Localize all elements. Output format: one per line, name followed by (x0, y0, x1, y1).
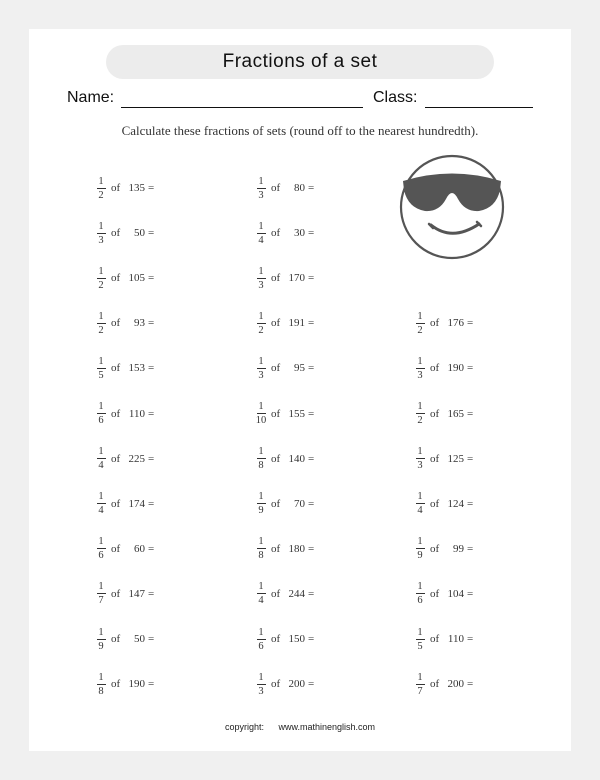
of-word: of (271, 542, 281, 555)
fraction-numerator: 1 (98, 446, 104, 458)
problem-item (414, 444, 473, 474)
problem-item (95, 399, 154, 429)
equals-sign: = (467, 452, 474, 465)
worksheet-title: Fractions of a set (106, 45, 494, 79)
fraction-numerator: 1 (98, 220, 104, 232)
problem-item (95, 263, 154, 293)
problem-item (255, 444, 314, 474)
fraction-numerator: 1 (417, 536, 423, 548)
of-word: of (271, 227, 281, 240)
problem-item (414, 489, 473, 519)
set-value: 104 (447, 587, 464, 600)
set-value: 190 (128, 678, 145, 691)
fraction (255, 627, 267, 652)
of-word: of (430, 497, 440, 510)
of-word: of (271, 497, 281, 510)
set-value: 180 (288, 542, 305, 555)
problem-item (255, 534, 314, 564)
equals-sign: = (148, 362, 155, 375)
fraction-denominator: 3 (258, 189, 264, 201)
fraction (95, 176, 107, 201)
fraction-numerator: 1 (98, 355, 104, 367)
set-value: 150 (288, 633, 305, 645)
problem-item (255, 624, 314, 654)
smiley-sunglasses-icon (399, 154, 505, 260)
set-value: 95 (294, 362, 305, 375)
equals-sign: = (308, 407, 315, 420)
equals-sign: = (148, 633, 155, 645)
fraction-numerator: 1 (258, 310, 264, 322)
fraction-bar (97, 233, 106, 234)
of-word: of (111, 678, 121, 691)
fraction (255, 446, 267, 471)
fraction (255, 266, 267, 291)
worksheet-page (29, 29, 571, 751)
fraction (95, 491, 107, 516)
fraction-numerator: 1 (417, 446, 423, 458)
problem-item (255, 218, 314, 248)
fraction-bar (97, 639, 106, 640)
fraction-bar (257, 323, 266, 324)
set-value: 191 (288, 317, 305, 330)
equals-sign: = (148, 497, 155, 510)
fraction-denominator: 8 (258, 460, 264, 472)
fraction-denominator: 4 (98, 460, 104, 472)
fraction-bar (257, 593, 266, 594)
fraction (95, 356, 107, 381)
fraction-denominator: 6 (417, 595, 423, 607)
of-word: of (111, 497, 121, 510)
fraction-numerator: 1 (258, 446, 264, 458)
fraction-denominator: 6 (258, 640, 264, 652)
fraction (414, 446, 426, 471)
fraction-bar (97, 278, 106, 279)
fraction-bar (416, 368, 425, 369)
of-word: of (430, 317, 440, 330)
fraction-bar (97, 188, 106, 189)
copyright-label: copyright: (224, 722, 264, 732)
set-value: 99 (453, 542, 464, 555)
fraction-bar (97, 413, 106, 414)
problem-item (414, 579, 473, 609)
fraction-numerator: 1 (417, 491, 423, 503)
problem-item (95, 534, 154, 564)
fraction-bar (416, 639, 425, 640)
fraction-denominator: 2 (98, 324, 104, 336)
set-value: 30 (294, 227, 305, 240)
fraction (95, 266, 107, 291)
instructions: Calculate these fractions of sets (round off to the nearest hundredth). (121, 123, 479, 138)
set-value: 155 (288, 407, 305, 420)
equals-sign: = (148, 678, 155, 691)
equals-sign: = (148, 407, 155, 420)
fraction-denominator: 2 (258, 324, 264, 336)
fraction-numerator: 1 (98, 310, 104, 322)
of-word: of (430, 452, 440, 465)
fraction-numerator: 1 (98, 401, 104, 412)
fraction-bar (416, 503, 425, 504)
fraction-denominator: 4 (417, 505, 423, 517)
fraction-bar (97, 503, 106, 504)
fraction (255, 672, 267, 697)
equals-sign: = (467, 362, 474, 375)
problem-item (414, 399, 473, 429)
equals-sign: = (308, 182, 315, 194)
of-word: of (111, 362, 121, 375)
fraction (95, 446, 107, 471)
problem-item (255, 353, 314, 383)
of-word: of (271, 587, 281, 600)
of-word: of (271, 362, 281, 375)
fraction-denominator: 3 (258, 279, 264, 291)
fraction-numerator: 1 (258, 175, 264, 187)
problem-item (95, 218, 154, 248)
equals-sign: = (308, 227, 315, 240)
fraction-denominator: 5 (98, 369, 104, 381)
problem-item (414, 624, 473, 654)
of-word: of (111, 317, 121, 330)
fraction-denominator: 7 (417, 685, 423, 697)
fraction (414, 581, 426, 606)
fraction-numerator: 1 (417, 310, 423, 322)
equals-sign: = (148, 272, 155, 285)
equals-sign: = (308, 542, 315, 555)
set-value: 70 (294, 497, 305, 510)
fraction (95, 672, 107, 697)
fraction-denominator: 4 (258, 234, 264, 246)
fraction (255, 491, 267, 516)
of-word: of (430, 587, 440, 600)
equals-sign: = (308, 362, 315, 375)
fraction (255, 311, 267, 336)
equals-sign: = (308, 633, 315, 645)
of-word: of (430, 407, 440, 420)
fraction-numerator: 1 (258, 265, 264, 277)
problem-item (95, 173, 154, 203)
set-value: 124 (447, 497, 464, 510)
fraction-denominator: 3 (417, 460, 423, 472)
fraction-numerator: 1 (258, 671, 264, 683)
of-word: of (430, 633, 440, 645)
fraction-denominator: 3 (417, 369, 423, 381)
fraction (95, 536, 107, 561)
fraction-numerator: 1 (258, 581, 264, 593)
fraction-numerator: 1 (98, 265, 104, 277)
fraction-numerator: 1 (417, 581, 423, 593)
fraction-bar (257, 684, 266, 685)
name-blank-line (121, 107, 363, 108)
fraction-numerator: 1 (417, 671, 423, 683)
problem-item (255, 308, 314, 338)
fraction-bar (97, 368, 106, 369)
fraction-denominator: 5 (417, 640, 423, 652)
fraction-denominator: 9 (98, 640, 104, 652)
fraction-numerator: 1 (98, 536, 104, 548)
fraction-denominator: 2 (98, 279, 104, 291)
fraction-numerator: 1 (98, 671, 104, 683)
set-value: 200 (288, 678, 305, 691)
fraction-denominator: 7 (98, 595, 104, 607)
problem-item (414, 534, 473, 564)
problem-item (95, 353, 154, 383)
of-word: of (111, 227, 121, 240)
fraction-denominator: 8 (98, 685, 104, 697)
fraction-bar (257, 458, 266, 459)
set-value: 174 (128, 497, 145, 510)
equals-sign: = (308, 452, 315, 465)
problem-item (414, 308, 473, 338)
fraction-bar (257, 368, 266, 369)
set-value: 176 (447, 317, 464, 330)
set-value: 125 (447, 452, 464, 465)
set-value: 105 (128, 272, 145, 285)
fraction-numerator: 1 (258, 220, 264, 232)
set-value: 147 (128, 587, 145, 600)
fraction (255, 176, 267, 201)
equals-sign: = (467, 317, 474, 330)
fraction-denominator: 4 (258, 595, 264, 607)
of-word: of (430, 362, 440, 375)
set-value: 135 (128, 182, 145, 194)
set-value: 200 (447, 678, 464, 691)
of-word: of (111, 542, 121, 555)
fraction-bar (257, 188, 266, 189)
equals-sign: = (467, 542, 474, 555)
fraction-denominator: 8 (258, 550, 264, 562)
equals-sign: = (308, 272, 315, 285)
problem-item (95, 669, 154, 699)
equals-sign: = (148, 452, 155, 465)
fraction-numerator: 1 (258, 401, 264, 412)
fraction-denominator: 3 (258, 369, 264, 381)
of-word: of (271, 317, 281, 330)
fraction-numerator: 1 (98, 491, 104, 503)
fraction-bar (257, 639, 266, 640)
fraction-denominator: 2 (417, 324, 423, 336)
fraction-numerator: 1 (258, 536, 264, 548)
set-value: 140 (288, 452, 305, 465)
fraction (95, 581, 107, 606)
of-word: of (111, 633, 121, 645)
fraction (414, 491, 426, 516)
class-label: Class: (373, 89, 418, 106)
set-value: 165 (447, 407, 464, 420)
equals-sign: = (148, 587, 155, 600)
fraction-numerator: 1 (417, 626, 423, 638)
fraction-numerator: 1 (258, 626, 264, 638)
fraction (95, 401, 107, 426)
problem-item (414, 353, 473, 383)
set-value: 50 (134, 633, 145, 645)
fraction-bar (416, 413, 425, 414)
equals-sign: = (467, 407, 474, 420)
fraction-denominator: 9 (258, 505, 264, 517)
footer (29, 722, 571, 732)
fraction (95, 221, 107, 246)
fraction-denominator: 6 (98, 550, 104, 562)
fraction-bar (257, 278, 266, 279)
equals-sign: = (467, 497, 474, 510)
equals-sign: = (308, 587, 315, 600)
set-value: 60 (134, 542, 145, 555)
of-word: of (271, 452, 281, 465)
fraction-denominator: 2 (98, 189, 104, 201)
name-label: Name: (67, 89, 115, 106)
fraction (414, 536, 426, 561)
equals-sign: = (467, 678, 474, 691)
fraction-bar (97, 593, 106, 594)
fraction-bar (97, 548, 106, 549)
set-value: 80 (294, 182, 305, 194)
equals-sign: = (148, 542, 155, 555)
set-value: 50 (134, 227, 145, 240)
fraction (255, 356, 267, 381)
fraction-denominator: 2 (417, 415, 423, 426)
set-value: 153 (128, 362, 145, 375)
name-class-row (67, 87, 537, 111)
fraction (255, 581, 267, 606)
problem-item (95, 308, 154, 338)
problem-item (255, 489, 314, 519)
fraction (95, 627, 107, 652)
fraction (255, 221, 267, 246)
set-value: 244 (288, 587, 305, 600)
fraction-denominator: 9 (417, 550, 423, 562)
equals-sign: = (308, 317, 315, 330)
of-word: of (271, 272, 281, 285)
fraction-denominator: 3 (98, 234, 104, 246)
fraction-bar (257, 413, 266, 414)
fraction-bar (416, 684, 425, 685)
fraction-numerator: 1 (98, 175, 104, 187)
fraction-bar (416, 548, 425, 549)
fraction-numerator: 1 (417, 355, 423, 367)
problem-item (255, 399, 314, 429)
fraction-denominator: 3 (258, 685, 264, 697)
equals-sign: = (148, 317, 155, 330)
equals-sign: = (308, 678, 315, 691)
fraction-bar (416, 593, 425, 594)
fraction-bar (257, 503, 266, 504)
fraction (414, 672, 426, 697)
of-word: of (111, 272, 121, 285)
set-value: 110 (447, 633, 464, 645)
of-word: of (111, 452, 121, 465)
fraction-numerator: 1 (258, 491, 264, 503)
fraction-numerator: 1 (98, 626, 104, 638)
fraction-bar (97, 684, 106, 685)
fraction-numerator: 1 (258, 355, 264, 367)
problem-item (95, 444, 154, 474)
problem-item (255, 669, 314, 699)
fraction (414, 311, 426, 336)
fraction-bar (416, 458, 425, 459)
problem-item (414, 669, 473, 699)
fraction-bar (257, 233, 266, 234)
copyright-site: www.mathinenglish.com (278, 722, 376, 732)
fraction (95, 311, 107, 336)
fraction-bar (257, 548, 266, 549)
fraction (414, 356, 426, 381)
set-value: 93 (134, 317, 145, 330)
equals-sign: = (308, 497, 315, 510)
fraction (414, 627, 426, 652)
fraction (414, 401, 426, 426)
fraction-denominator: 10 (255, 415, 267, 426)
fraction-numerator: 1 (417, 401, 423, 412)
fraction-denominator: 4 (98, 505, 104, 517)
equals-sign: = (148, 182, 155, 194)
problem-item (95, 489, 154, 519)
set-value: 225 (128, 452, 145, 465)
of-word: of (271, 182, 281, 194)
of-word: of (271, 678, 281, 691)
fraction-bar (97, 458, 106, 459)
problem-item (255, 263, 314, 293)
problem-item (95, 624, 154, 654)
of-word: of (271, 407, 281, 420)
of-word: of (111, 587, 121, 600)
fraction-numerator: 1 (98, 581, 104, 593)
equals-sign: = (467, 587, 474, 600)
of-word: of (430, 678, 440, 691)
fraction (255, 536, 267, 561)
of-word: of (111, 407, 121, 420)
of-word: of (111, 182, 121, 194)
of-word: of (271, 633, 281, 645)
set-value: 190 (447, 362, 464, 375)
set-value: 110 (128, 407, 145, 420)
fraction-bar (97, 323, 106, 324)
problem-item (255, 579, 314, 609)
of-word: of (430, 542, 440, 555)
fraction-bar (416, 323, 425, 324)
problem-item (255, 173, 314, 203)
equals-sign: = (467, 633, 474, 645)
problem-item (95, 579, 154, 609)
equals-sign: = (148, 227, 155, 240)
class-blank-line (425, 107, 533, 108)
fraction-denominator: 6 (98, 415, 104, 426)
set-value: 170 (288, 272, 305, 285)
fraction (255, 401, 267, 426)
